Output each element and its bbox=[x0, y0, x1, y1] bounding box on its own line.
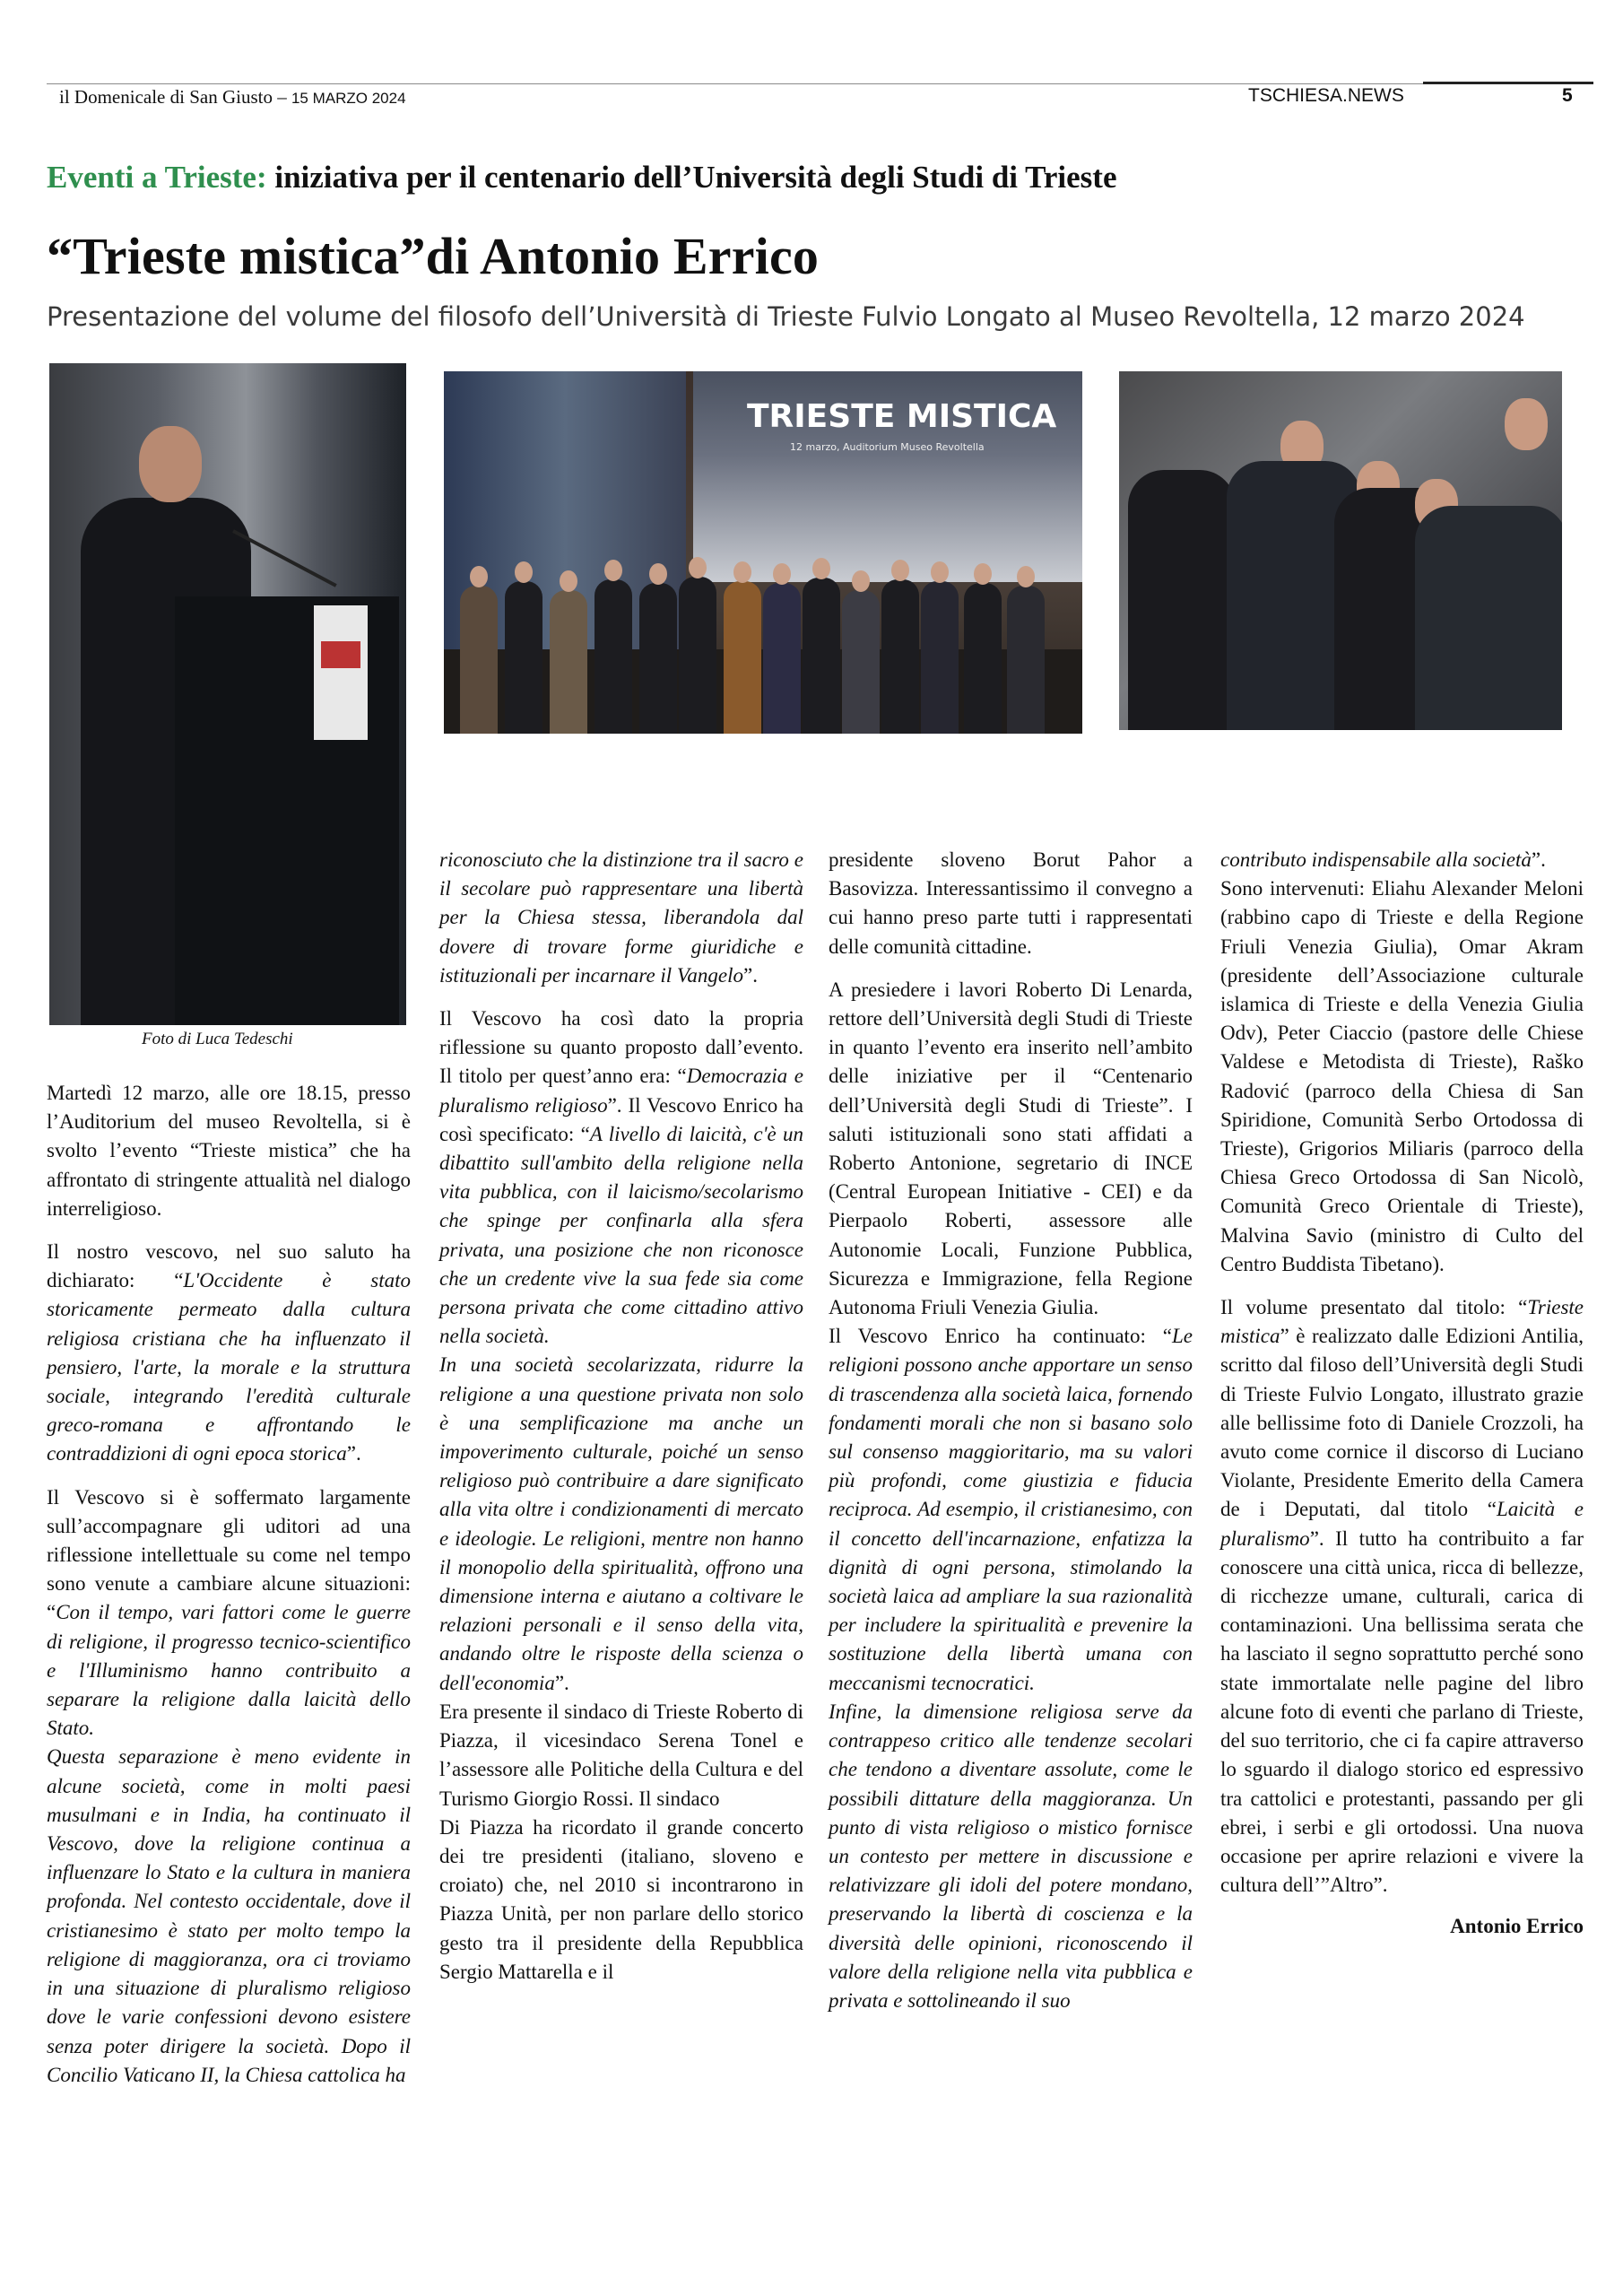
person bbox=[881, 579, 919, 734]
header-rule-accent bbox=[1423, 82, 1593, 84]
header-rule bbox=[47, 83, 1593, 84]
kicker bbox=[47, 160, 1116, 196]
issue-date: 15 MARZO 2024 bbox=[291, 90, 406, 107]
article-column-3 bbox=[829, 846, 1193, 2015]
person bbox=[505, 581, 542, 734]
photo-bishop-speaking bbox=[49, 363, 406, 1025]
page-number: 5 bbox=[1562, 85, 1573, 106]
photo-poster bbox=[314, 605, 368, 740]
paragraph: Il Vescovo Enrico ha continuato: “Le religioni possono anche apportare un senso di trascendenza alla società laica, fornendo fondamenti morali che non si basano solo sul consenso maggioritario, ma su valori più profondi, come giustizia e fiducia reciproca. Ad esempio, il cristianesimo, con il concetto dell'incarnazione, enfatizza la dignità di ogni persona, stimolando la società laica ad ampliare la sua razionalità per includere la spiritualità e prevenire la sostituzione della libertà umana con meccanismi tecnocratici. bbox=[829, 1325, 1193, 1694]
paragraph: Di Piazza ha ricordato il grande concerto dei tre presidenti (italiano, sloveno e croiato) che, nel 2010 si incontrarono in Piazza Unità, per non parlare dello storico gesto tra il presidente della Repubblica Sergio Mattarella e il bbox=[439, 1815, 803, 1983]
person bbox=[595, 579, 632, 734]
person bbox=[921, 581, 959, 734]
person bbox=[639, 583, 677, 734]
kicker-section: Eventi a Trieste: bbox=[47, 160, 267, 195]
paragraph: Era presente il sindaco di Trieste Roberto di Piazza, il vicesindaco Serena Tonel e l’assessore alle Politiche della Cultura e del Turismo Giorgio Rossi. Il sindaco bbox=[439, 1700, 803, 1810]
kicker-text: iniziativa per il centenario dell’Università degli Studi di Trieste bbox=[266, 160, 1117, 195]
person bbox=[1415, 506, 1562, 730]
person bbox=[763, 583, 801, 734]
photo-religious-leaders bbox=[1119, 371, 1562, 730]
paragraph: Questa separazione è meno evidente in alcune società, come in molti paesi musulmani e in India, ha continuato il Vescovo, dove la religione continua a influenzare lo Stato e la cultura in maniera profonda. Nel contesto occidentale, dove il cristianesimo è stato per molto tempo la religione di maggioranza, ora ci troviamo in una situazione di pluralismo religioso dove le varie confessioni devono esistere senza poter dirigere la società. Dopo il Concilio Vaticano II, la Chiesa cattolica ha bbox=[47, 1745, 411, 2086]
publication-name: il Domenicale di San Giusto – bbox=[59, 86, 287, 108]
author-signature: Antonio Errico bbox=[1450, 1915, 1584, 1938]
photo-caption: Foto di Luca Tedeschi bbox=[142, 1030, 293, 1048]
person bbox=[460, 586, 498, 734]
person bbox=[724, 581, 761, 734]
person bbox=[679, 577, 716, 734]
paragraph: Il Vescovo si è soffermato largamente sull’accompagnare gli uditori ad una riflessione intellettuale su come nel tempo sono venute a cambiare alcune situazioni: “Con il tempo, vari fattori come le guerre di religione, il progresso tecnico-scientifico e l'Illuminismo hanno contribuito a separare la religione dalla laicità dello Stato. bbox=[47, 1485, 411, 1740]
article-subtitle: Presentazione del volume del filosofo dell’Università di Trieste Fulvio Longato al Museo Revoltella, 12 marzo 2024 bbox=[47, 301, 1525, 332]
paragraph: presidente sloveno Borut Pahor a Basovizza. Interessantissimo il convegno a cui hanno preso parte tutti i rappresentati delle comunità cittadine. bbox=[829, 848, 1193, 958]
person bbox=[1007, 586, 1045, 734]
person bbox=[964, 583, 1002, 734]
publication-line bbox=[59, 86, 406, 109]
article-column-2 bbox=[439, 846, 803, 1987]
person bbox=[1128, 470, 1236, 730]
paragraph: Il volume presentato dal titolo: “Trieste mistica” è realizzato dalle Edizioni Antilia, scritto dal filoso dell’Università degli Studi di Trieste Fulvio Longato, illustrato grazie alle bellissime foto di Daniele Crozzoli, ha avuto come cornice il discorso di Luciano Violante, Presidente Emerito della Camera de i Deputati, dal titolo “Laicità e pluralismo”. Il tutto ha contribuito a far conoscere una città unica, ricca di bellezze, di ricchezze umane, culturali, carica di contaminazioni. Una bellissima serata che ha lasciato il segno soprattutto perché sono state immortalate nelle pagine del libro alcune foto di eventi che parlano di Trieste, del suo territorio, che ci fa capire attraverso lo sguardo il dialogo storico ed espressivo tra cattolici e protestanti, passando per gli ebrei, i serbi e gli ortodossi. Una nuova occasione per aprire relazioni e vivere la cultura dell’”Altro”. bbox=[1220, 1296, 1584, 1897]
paragraph: Sono intervenuti: Eliahu Alexander Meloni (rabbino capo di Trieste e della Regione Friuli Venezia Giulia), Omar Akram (presidente dell’Associazione culturale islamica di Trieste e della Venezia Giulia Odv), Peter Ciaccio (pastore delle Chiese Valdese e Metodista di Trieste), Raško Radović (parroco della Chiesa di San Spiridione, Comunità Serbo Ortodossa di Trieste), Grigorios Miliaris (parroco della Chiesa Greco Ortodossa di San Nicolò, Comunità Greco Orientale di Trieste), Malvina Savio (ministro di Culto del Centro Buddista Tibetano). bbox=[1220, 877, 1584, 1275]
photo-people-row bbox=[444, 528, 1082, 734]
screen-title: TRIESTE MISTICA bbox=[747, 398, 1057, 435]
paragraph: A presiedere i lavori Roberto Di Lenarda, rettore dell’Università degli Studi di Trieste in quanto l’evento era inserito nell’ambito delle iniziative per il “Centenario dell’Università degli Studi di Trieste”. I saluti istituzionali sono stati affidati a Roberto Antonione, segretario di INCE (Central European Initiative - CEI) e da Pierpaolo Roberti, assessore alle Autonomie Locali, Funzione Pubblica, Sicurezza e Immigrazione, fella Regione Autonoma Friuli Venezia Giulia. bbox=[829, 978, 1193, 1319]
paragraph: riconosciuto che la distinzione tra il sacro e il secolare può rappresentare una libertà per la Chiesa stessa, liberandola dal dovere di trovare forme giuridiche e istituzionali per incarnare il Vangelo”. bbox=[439, 848, 803, 987]
person-face bbox=[1505, 398, 1548, 450]
photo-speaker-head bbox=[139, 426, 202, 502]
article-column-1 bbox=[47, 1079, 411, 2090]
paragraph: Il nostro vescovo, nel suo saluto ha dichiarato: “L'Occidente è stato storicamente permeato dalla cultura religiosa cristiana che ha influenzato il pensiero, l'arte, la morale e la struttura sociale, integrando l'eredità culturale greco-romana e affrontando le contraddizioni di ogni epoca storica”. bbox=[47, 1240, 412, 1465]
photo-group bbox=[444, 371, 1082, 734]
person bbox=[550, 590, 587, 734]
paragraph: Il Vescovo ha così dato la propria riflessione su quanto proposto dall’evento. Il titolo per quest’anno era: “Democrazia e pluralismo religioso”. Il Vescovo Enrico ha così specificato: “A livello di laicità, c'è un dibattito sull'ambito della religione nella vita pubblica, con il laicismo/secolarismo che spinge per confinarla alla sfera privata, una posizione che non riconosce che un credente vive la sua fede sia come persona privata che come cittadino attivo nella società. bbox=[439, 1007, 804, 1348]
article-title: “Trieste mistica”di Antonio Errico bbox=[47, 227, 820, 285]
screen-subtitle: 12 marzo, Auditorium Museo Revoltella bbox=[790, 441, 985, 453]
paragraph: contributo indispensabile alla società”. bbox=[1220, 848, 1546, 871]
paragraph: Infine, la dimensione religiosa serve da contrappeso critico alle tendenze secolari che tendono a diventare assolute, come le possibili dittature della maggioranza. Un punto di vista religioso o mistico fornisce un contesto per mettere in discussione e relativizzare gli idoli del potere mondano, preservando la libertà di coscienza e la diversità delle opinioni, riconoscendo il valore della religione nella vita pubblica e privata e sottolineando il suo bbox=[829, 1700, 1193, 2012]
paragraph: In una società secolarizzata, ridurre la religione a una questione privata non solo è una semplificazione ma anche un impoverimento culturale, poiché un senso religioso può contribuire a dare significato alla vita oltre i condizionamenti di mercato e ideologie. Le religioni, mentre non hanno il monopolio della spiritualità, offrono una dimensione interna e aiutano a coltivare le relazioni personali e il senso della vita, andando oltre le risposte della scienza o dell'economia”. bbox=[439, 1353, 803, 1694]
person bbox=[842, 590, 880, 734]
paragraph: Martedì 12 marzo, alle ore 18.15, presso l’Auditorium del museo Revoltella, si è svolto l’evento “Trieste mistica” che ha affrontato di stringente attualità nel dialogo interreligioso. bbox=[47, 1082, 411, 1220]
site-name[interactable]: TSCHIESA.NEWS bbox=[1248, 85, 1404, 106]
person bbox=[803, 578, 840, 734]
article-column-4 bbox=[1220, 846, 1584, 1942]
